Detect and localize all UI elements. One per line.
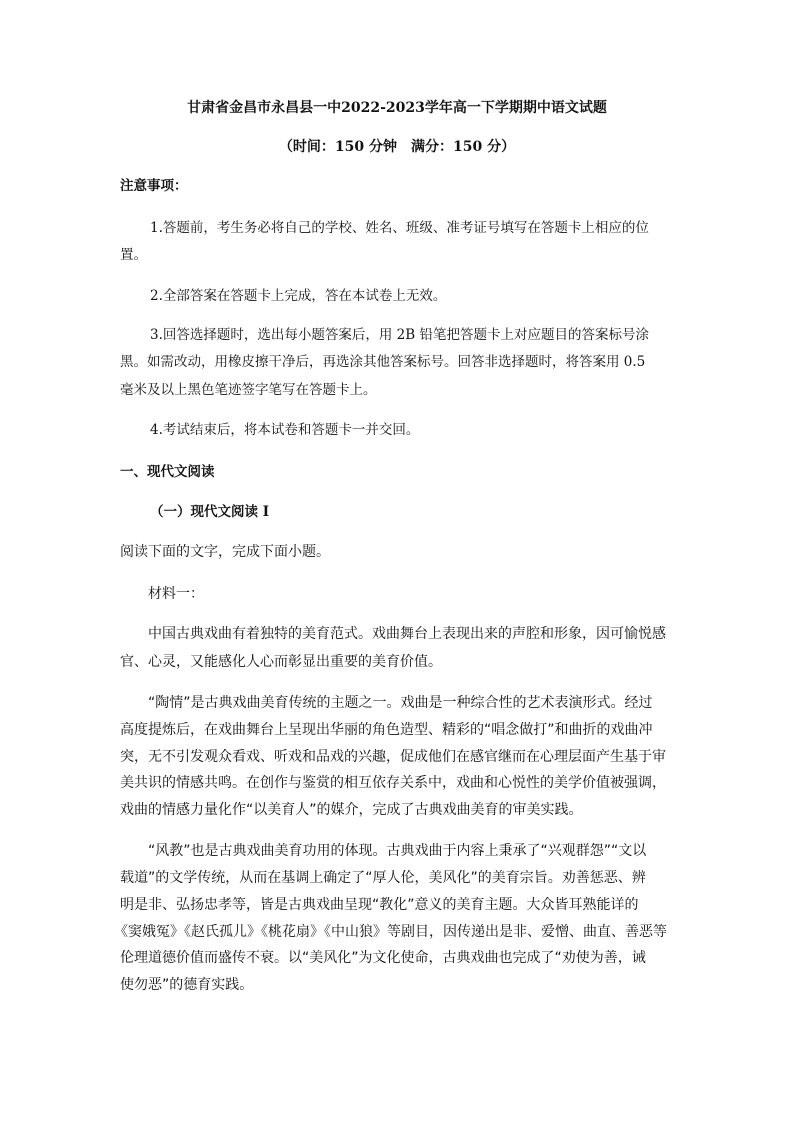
passage-line: “陶情”是古典戏曲美育传统的主题之一。戏曲是一种综合性的艺术表演形式。经过 (148, 695, 653, 711)
notice-item-1-line-2: 置。 (120, 247, 147, 263)
notice-item-3-line-2: 黑。如需改动，用橡皮擦干净后，再选涂其他答案标号。回答非选择题时，将答案用 0.5 (120, 354, 646, 370)
notice-item-4: 4.考试结束后，将本试卷和答题卡一并交回。 (150, 422, 420, 438)
passage-line: “风教”也是古典戏曲美育功用的体现。古典戏曲于内容上秉承了“兴观群怨”“文以 (148, 843, 647, 859)
passage-line: 中国古典戏曲有着独特的美育范式。戏曲舞台上表现出来的声腔和形象，因可愉悦感 (148, 626, 666, 642)
exam-title: 甘肃省金昌市永昌县一中2022-2023学年高一下学期期中语文试题 (187, 100, 607, 116)
passage-line: 使勿恶”的德育实践。 (120, 977, 254, 993)
passage-line: 明是非、弘扬忠孝等，皆是古典戏曲呈现“教化”意义的美育主题。大众皆耳熟能详的 (120, 897, 639, 913)
notice-item-2: 2.全部答案在答题卡上完成，答在本试卷上无效。 (150, 288, 447, 304)
passage-line: 突，无不引发观众看戏、听戏和品戏的兴趣，促成他们在感官继而在心理层面产生基于审 (120, 749, 666, 765)
section-subheading: （一）现代文阅读 I (150, 504, 270, 520)
passage-line: 高度提炼后，在戏曲舞台上呈现出华丽的角色造型、精彩的“唱念做打”和曲折的戏曲冲 (120, 722, 653, 738)
notice-heading: 注意事项： (120, 178, 188, 194)
notice-item-3-line-3: 毫米及以上黑色笔迹签字笔写在答题卡上。 (120, 382, 377, 398)
exam-time-score: （时间：150 分钟 满分：150 分） (278, 139, 516, 155)
passage-line: 伦理道德价值而盛传不衰。以“美风化”为文化使命，古典戏曲也完成了“劝使为善，诫 (120, 950, 646, 966)
passage-line: 戏曲的情感力量化作“以美育人”的媒介，完成了古典戏曲美育的审美实践。 (120, 802, 583, 818)
material-label: 材料一： (148, 586, 204, 602)
reading-instruction: 阅读下面的文字，完成下面小题。 (120, 544, 330, 560)
passage-line: 官、心灵，又能感化人心而彰显出重要的美育价值。 (120, 654, 442, 670)
section-heading: 一、现代文阅读 (120, 464, 215, 480)
passage-line: 美共识的情感共鸣。在创作与鉴赏的相互依存关系中，戏曲和心悦性的美学价值被强调， (120, 775, 666, 791)
notice-item-1-line-1: 1.答题前，考生务必将自己的学校、姓名、班级、准考证号填写在答题卡上相应的位 (150, 220, 649, 236)
notice-item-3-line-1: 3.回答选择题时，选出每小题答案后，用 2B 铅笔把答题卡上对应题目的答案标号涂 (150, 327, 649, 343)
passage-line: 载道”的文学传统，从而在基调上确定了“厚人伦，美风化”的美育宗旨。劝善惩恶、辨 (120, 870, 646, 886)
passage-line: 《窦娥冤》《赵氏孤儿》《桃花扇》《中山狼》等剧目，因传递出是非、爱憎、曲直、善恶等 (114, 924, 667, 940)
